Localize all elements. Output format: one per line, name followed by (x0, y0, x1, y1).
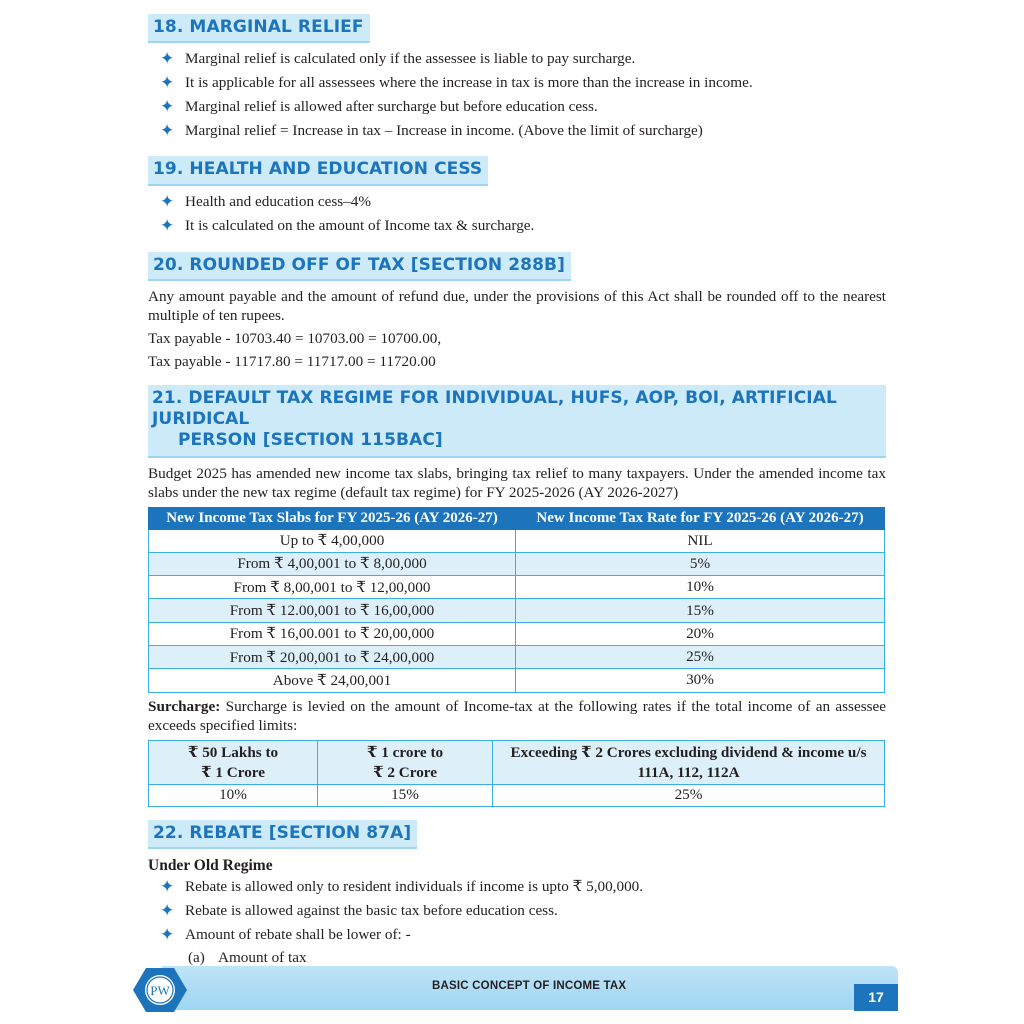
four-point-star-icon: ✦ (160, 121, 175, 142)
surcharge-paragraph: Surcharge: Surcharge is levied on the amount of Income-tax at the following rates if the total income of an assessee exceeds specified limits: (148, 697, 886, 734)
four-point-star-icon: ✦ (160, 900, 175, 921)
four-point-star-icon: ✦ (160, 49, 175, 70)
footer-title: BASIC CONCEPT OF INCOME TAX (432, 980, 627, 992)
section-18-bullets (148, 47, 886, 143)
section-20-heading: 20. ROUNDED OFF OF TAX [SECTION 288B] (148, 252, 571, 281)
table-row: From ₹ 4,00,001 to ₹ 8,00,000 5% (149, 552, 885, 575)
old-regime-subheading: Under Old Regime (148, 856, 273, 874)
four-point-star-icon: ✦ (160, 73, 175, 94)
four-point-star-icon: ✦ (160, 876, 175, 897)
surcharge-table (148, 740, 885, 807)
table-row: From ₹ 16,00.001 to ₹ 20,00,000 20% (149, 622, 885, 645)
section-20-paragraph: Any amount payable and the amount of refund due, under the provisions of this Act shall be rounded off to the nearest multiple of ten rupees. (148, 287, 886, 324)
section-19-heading: 19. HEALTH AND EDUCATION CESS (148, 156, 488, 185)
page-footer (132, 966, 900, 1012)
page-content (148, 14, 886, 991)
section-22-bullets (148, 875, 886, 947)
tax-slab-table (148, 507, 885, 693)
four-point-star-icon: ✦ (160, 97, 175, 118)
section-19-bullets (148, 190, 886, 238)
tax-example-1: Tax payable - 10703.40 = 10703.00 = 10700.00, (148, 329, 442, 347)
list-item: ✦ Health and education cess–4% (160, 191, 371, 212)
section-21-heading: 21. DEFAULT TAX REGIME FOR INDIVIDUAL, HUFS, AOP, BOI, ARTIFICIAL JURIDICAL PERSON [SECTION 115BAC] (148, 385, 886, 458)
column-header: New Income Tax Slabs for FY 2025-26 (AY 2026-27) (149, 507, 516, 529)
page-number: 17 (854, 984, 898, 1011)
table-row: From ₹ 12.00,001 to ₹ 16,00,000 15% (149, 599, 885, 622)
four-point-star-icon: ✦ (160, 215, 175, 236)
section-21-paragraph: Budget 2025 has amended new income tax slabs, bringing tax relief to many taxpayers. Under the amended income tax slabs under the new tax regime (default tax regime) for FY 2025-2026 (AY 2026-2027) (148, 464, 886, 501)
surcharge-label: Surcharge: (148, 697, 221, 715)
pw-logo-icon (132, 966, 188, 1014)
column-header: ₹ 50 Lakhs to ₹ 1 Crore (149, 740, 318, 784)
section-18-heading: 18. MARGINAL RELIEF (148, 14, 370, 43)
column-header: New Income Tax Rate for FY 2025-26 (AY 2026-27) (516, 507, 885, 529)
four-point-star-icon: ✦ (160, 924, 175, 945)
table-row: Up to ₹ 4,00,000 NIL (149, 529, 885, 552)
list-item: ✦ Marginal relief is allowed after surcharge but before education cess. (160, 97, 598, 118)
table-row: From ₹ 20,00,001 to ₹ 24,00,000 25% (149, 645, 885, 668)
four-point-star-icon: ✦ (160, 191, 175, 212)
list-item: ✦ Marginal relief is calculated only if the assessee is liable to pay surcharge. (160, 49, 636, 70)
table-row: Above ₹ 24,00,001 30% (149, 669, 885, 692)
column-header: Exceeding ₹ 2 Crores excluding dividend & income u/s 111A, 112, 112A (493, 740, 885, 784)
list-item: (a) Amount of tax (188, 948, 307, 966)
list-item: ✦ Rebate is allowed only to resident individuals if income is upto ₹ 5,00,000. (160, 876, 644, 897)
svg-text:PW: PW (150, 983, 170, 998)
list-item: ✦ Rebate is allowed against the basic tax before education cess. (160, 900, 558, 921)
list-item: ✦ Marginal relief = Increase in tax – Increase in income. (Above the limit of surcharge) (160, 121, 703, 142)
column-header: ₹ 1 crore to ₹ 2 Crore (318, 740, 493, 784)
section-22-heading: 22. REBATE [SECTION 87A] (148, 820, 417, 849)
table-row: From ₹ 8,00,001 to ₹ 12,00,000 10% (149, 576, 885, 599)
list-item: ✦ It is calculated on the amount of Income tax & surcharge. (160, 215, 535, 236)
list-item: ✦ Amount of rebate shall be lower of: - (160, 924, 411, 945)
list-item: ✦ It is applicable for all assessees where the increase in tax is more than the increase in income. (160, 73, 753, 94)
tax-example-2: Tax payable - 11717.80 = 11717.00 = 11720.00 (148, 352, 436, 370)
table-row: 10% 15% 25% (149, 784, 885, 806)
